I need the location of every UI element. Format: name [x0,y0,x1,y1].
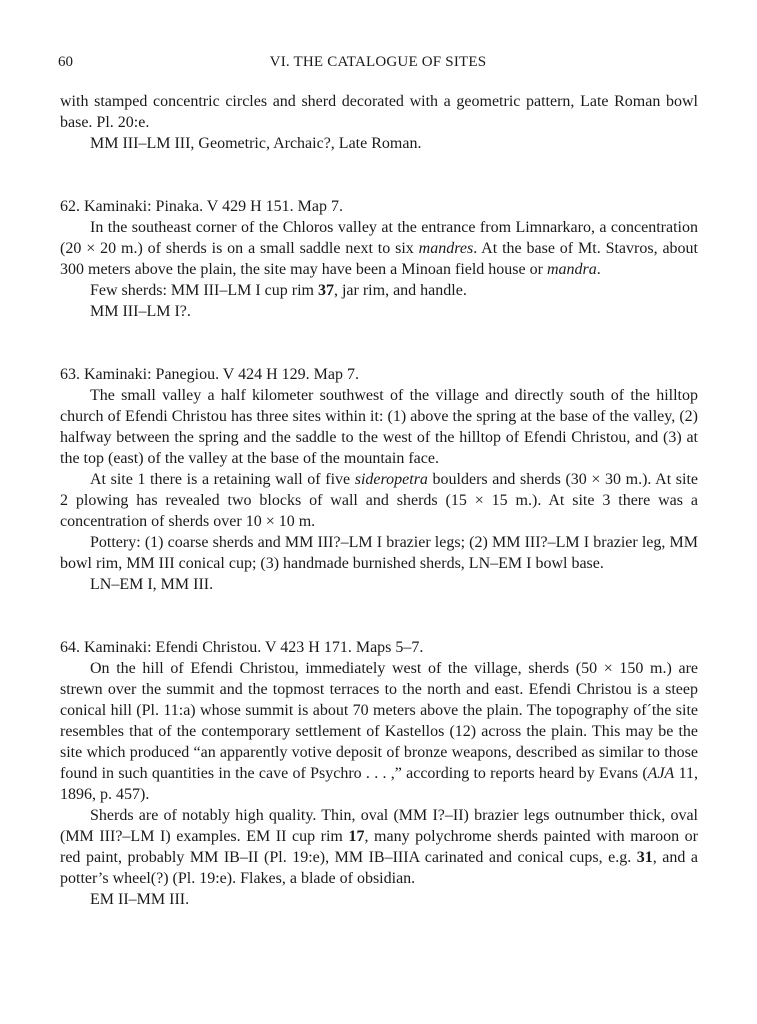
page-header [58,54,698,74]
entry-gap [60,154,698,175]
entry-gap [60,322,698,343]
page-number: 60 [58,54,73,70]
periods-line: MM III–LM III, Geometric, Archaic?, Late Roman. [90,135,422,152]
entry-gap [60,595,698,616]
site-title: 63. Kaminaki: Panegiou. V 424 H 129. Map 7. [60,366,359,383]
periods-line: EM II–MM III. [90,891,190,908]
site-description: In the southeast corner of the Chloros valley at the entrance from Limnarkaro, a concentration (20 × 20 m.) of sherds is on a small saddle next to six mandres. At the base of Mt. Stavros, about 300 meters above the plain, the site may have been a Minoan field house or mandra. [60,219,699,278]
periods-line: MM III–LM I?. [90,303,191,320]
site-description: The small valley a half kilometer southwest of the village and directly south of the hilltop church of Efendi Christou has three sites within it: (1) above the spring at the base of the valley, (2) halfway between the spring and the saddle to the west of the hilltop of Efendi Christou, and (3) at the top (east) of the valley at the base of the mountain face. [60,387,698,467]
running-head: VI. THE CATALOGUE OF SITES [269,54,487,70]
site-walls: At site 1 there is a retaining wall of five sideropetra boulders and sherds (30 × 30 m.). At site 2 plowing has revealed two blocks of wall and sherds (15 × 15 m.). At site 3 there was a concentration of sherds over 10 × 10 m. [60,471,698,530]
site-description: On the hill of Efendi Christou, immediately west of the village, sherds (50 × 150 m.) are strewn over the summit and the topmost terraces to the north and east. Efendi Christou is a steep conical hill (Pl. 11:a) whose summit is about 70 meters above the plain. The topography of´the site resembles that of the contemporary settlement of Kastellos (12) across the plain. This may be the site which produced “an apparently votive deposit of bronze weapons, described as similar to those found in such quantities in the cave of Psychro . . . ,” according to reports heard by Evans (AJA 11, 1896, p. 457). [60,660,699,803]
site-title: 64. Kaminaki: Efendi Christou. V 423 H 171. Maps 5–7. [60,639,424,656]
site-finds: Sherds are of notably high quality. Thin, oval (MM I?–II) brazier legs outnumber thick, oval (MM III?–LM I) examples. EM II cup rim 17, many polychrome sherds painted with maroon or red paint, probably MM IB–II (Pl. 19:e), MM IB–IIIA carinated and conical cups, e.g. 31, and a potter’s wheel(?) (Pl. 19:e). Flakes, a blade of obsidian. [60,807,699,887]
continuation-paragraph: with stamped concentric circles and sherd decorated with a geometric pattern, Late Roman bowl base. Pl. 20:e. [60,93,698,131]
catalogue-body [60,91,698,910]
site-finds: Few sherds: MM III–LM I cup rim 37, jar rim, and handle. [90,282,467,299]
periods-line: LN–EM I, MM III. [90,576,214,593]
site-title: 62. Kaminaki: Pinaka. V 429 H 151. Map 7. [60,198,343,215]
site-pottery: Pottery: (1) coarse sherds and MM III?–LM I brazier legs; (2) MM III?–LM I brazier leg, MM bowl rim, MM III conical cup; (3) handmade burnished sherds, LN–EM I bowl base. [60,534,698,572]
